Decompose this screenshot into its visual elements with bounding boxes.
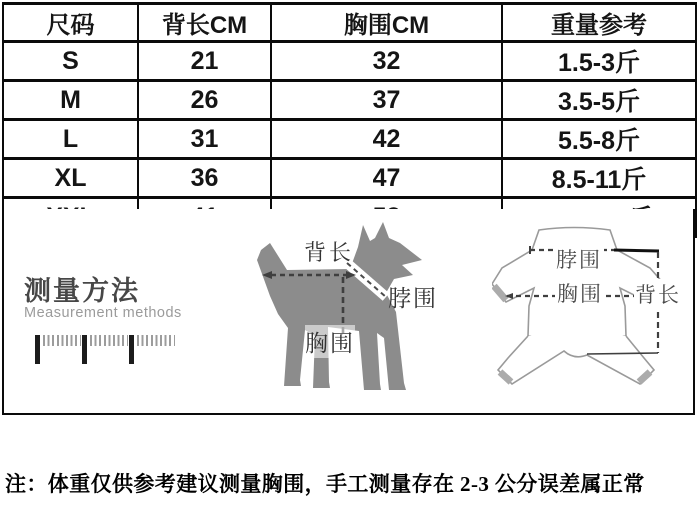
table-row — [3, 81, 696, 120]
dog-back-length-label: 背长 — [304, 240, 355, 265]
dog-neck-girth-label: 脖围 — [388, 285, 438, 311]
cell-size: M — [3, 81, 138, 120]
table-row — [3, 120, 696, 159]
measurement-title: 测量方法 — [24, 276, 140, 306]
size-chart-table — [2, 2, 697, 238]
cell-weight: 3.5-5斤 — [502, 81, 696, 120]
cell-chest: 37 — [271, 81, 502, 120]
cell-back-length: 31 — [138, 120, 271, 159]
cell-weight: 8.5-11斤 — [502, 159, 696, 198]
table-row — [3, 159, 696, 198]
dog-chest-girth-label: 胸围 — [305, 325, 355, 358]
header-size: 尺码 — [3, 4, 138, 42]
cell-chest: 42 — [271, 120, 502, 159]
garment-neck-girth-label: 脖围 — [554, 244, 604, 274]
table-header-row — [3, 4, 696, 42]
reference-note: 注：体重仅供参考建议测量胸围，手工测量存在 2-3 公分误差属正常 — [5, 472, 645, 496]
cell-back-length: 36 — [138, 159, 271, 198]
cell-size: S — [3, 42, 138, 81]
cell-back-length: 21 — [138, 42, 271, 81]
cell-size: XL — [3, 159, 138, 198]
garment-back-length-label: 背长 — [634, 279, 682, 309]
cell-chest: 47 — [271, 159, 502, 198]
header-weight: 重量参考 — [502, 4, 696, 42]
header-chest: 胸围CM — [271, 4, 502, 42]
ruler-icon — [32, 335, 180, 364]
cell-weight: 1.5-3斤 — [502, 42, 696, 81]
measurement-subtitle: Measurement methods — [24, 305, 182, 321]
header-back-length: 背长CM — [138, 4, 271, 42]
garment-chest-girth-label: 胸围 — [555, 278, 605, 308]
cell-weight: 5.5-8斤 — [502, 120, 696, 159]
measurement-methods-panel — [2, 209, 695, 415]
cell-chest: 32 — [271, 42, 502, 81]
cell-back-length: 26 — [138, 81, 271, 120]
table-row — [3, 42, 696, 81]
cell-size: L — [3, 120, 138, 159]
